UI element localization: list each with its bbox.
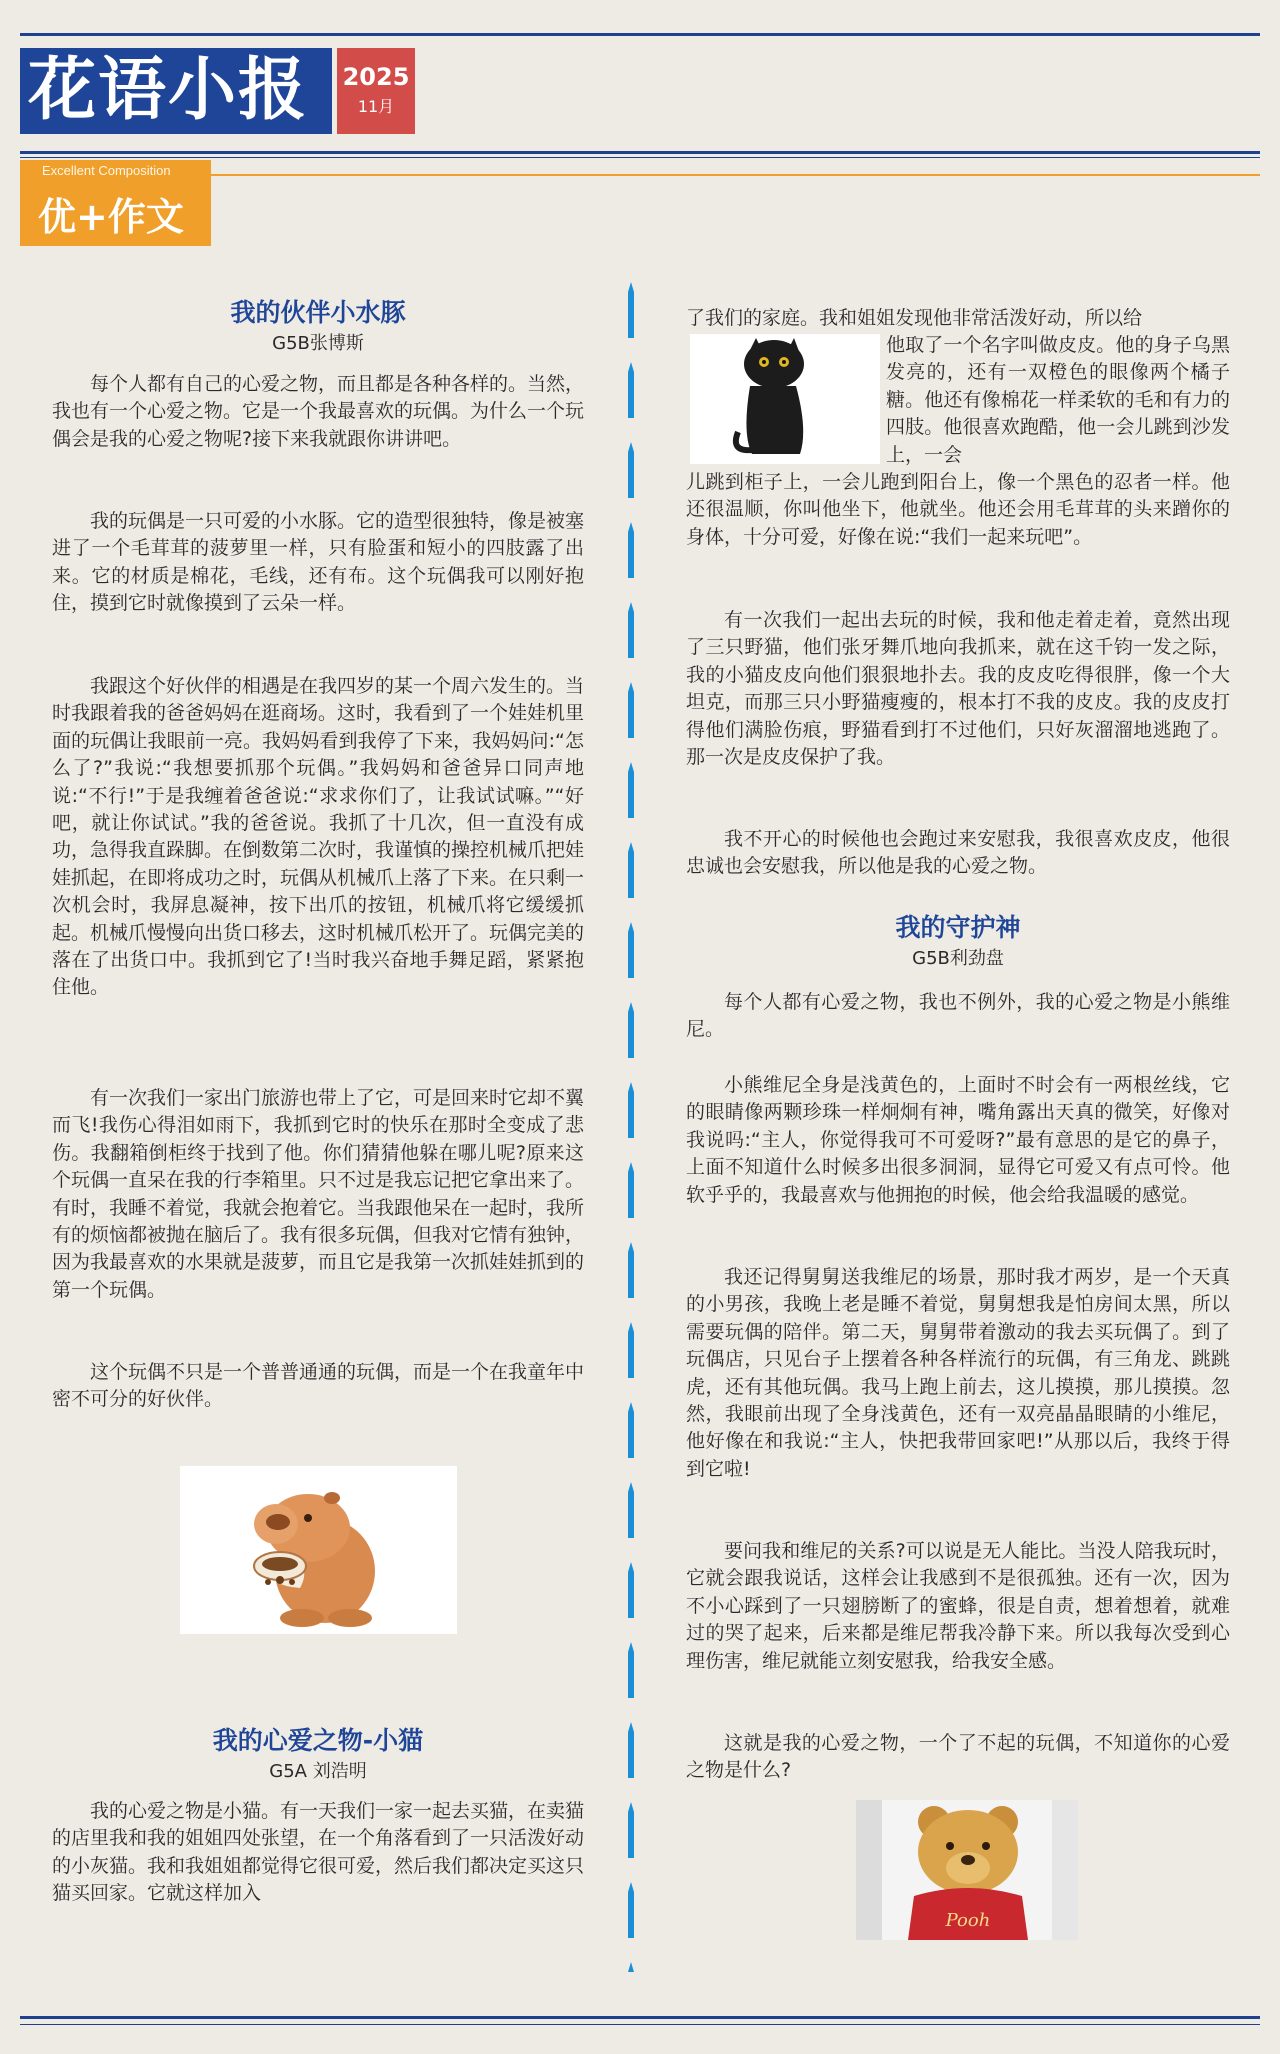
article-2-body xyxy=(52,1798,584,1908)
bottom-rule-thin xyxy=(20,2024,1260,2025)
column-divider xyxy=(628,282,634,1972)
paragraph: 这就是我的心爱之物，一个了不起的玩偶，不知道你的心爱之物是什么? xyxy=(686,1732,1230,1782)
article-1-body-5 xyxy=(52,1359,584,1414)
section-english: Excellent Composition xyxy=(42,163,171,178)
article-1-body-3 xyxy=(52,673,584,1002)
article-1-body xyxy=(52,371,584,453)
article-3 xyxy=(686,911,1230,977)
capybara-icon xyxy=(180,1466,457,1634)
paragraph: 这个玩偶不只是一个普普通通的玩偶，而是一个在我童年中密不可分的好伙伴。 xyxy=(52,1361,585,1411)
article-1-body-4 xyxy=(52,1085,584,1304)
cat-image xyxy=(690,334,880,464)
top-rule xyxy=(20,33,1260,36)
article-author: G5B利劲盘 xyxy=(912,948,1004,969)
cat-icon xyxy=(690,334,880,464)
issue-month: 11月 xyxy=(357,97,395,116)
article-author: G5A 刘浩明 xyxy=(269,1761,367,1782)
paragraph: 儿跳到柜子上，一会儿跑到阳台上，像一个黑色的忍者一样。他还很温顺，你叫他坐下，他就坐。他还会用毛茸茸的头来蹭你的身体，十分可爱，好像在说:“我们一起来玩吧”。 xyxy=(686,471,1230,548)
header-rule xyxy=(20,151,1260,154)
bear-shirt-label: Pooh xyxy=(945,1910,991,1931)
issue-date xyxy=(337,48,415,134)
paragraph: 他取了一个名字叫做皮皮。他的身子乌黑发亮的，还有一双橙色的眼像两个橘子糖。他还有像棉花一样柔软的毛和有力的四肢。他很喜欢跑酷，他一会儿跳到沙发上，一会 xyxy=(886,334,1230,466)
paragraph: 小熊维尼全身是浅黄色的，上面时不时会有一两根丝线，它的眼睛像两颗珍珠一样炯炯有神，嘴角露出天真的微笑，好像对我说吗:“主人，你觉得我可不可爱呀?”最有意思的是它的鼻子，上面不知道什么时候多出很多洞洞，显得它可爱又有点可怜。他软乎乎的，我最喜欢与他拥抱的时候，他会给我温暖的感觉。 xyxy=(686,1074,1230,1206)
paragraph: 我不开心的时候他也会跑过来安慰我，我很喜欢皮皮，他很忠诚也会安慰我，所以他是我的心爱之物。 xyxy=(686,828,1230,878)
article-2-continued xyxy=(686,305,1230,332)
paragraph: 我还记得舅舅送我维尼的场景，那时我才两岁，是一个天真的小男孩，我晚上老是睡不着觉，舅舅想我是怕房间太黑，所以需要玩偶的陪伴。第二天，舅舅带着激动的我去买玩偶了。到了玩偶店，只见台子上摆着各种各样流行的玩偶，有三角龙、跳跳虎，还有其他玩偶。我马上跑上前去，这儿摸摸，那儿摸摸。忽然，我眼前出现了全身浅黄色，还有一双亮晶晶眼睛的小维尼，他好像在和我说:“主人，快把我带回家吧!”从那以后，我终于得到它啦! xyxy=(686,1266,1230,1480)
section-header xyxy=(20,160,211,246)
capybara-image xyxy=(180,1466,457,1634)
article-3-body-2 xyxy=(686,1072,1230,1209)
paragraph: 我的心爱之物是小猫。有一天我们一家一起去买猫，在卖猫的店里我和我的姐姐四处张望，在一个角落看到了一只活泼好动的小灰猫。我和我姐姐都觉得它很可爱，然后我们都决定买这只猫买回家。它就这样加入 xyxy=(52,1800,585,1905)
paragraph: 每个人都有自己的心爱之物，而且都是各种各样的。当然，我也有一个心爱之物。它是一个我最喜欢的玩偶。为什么一个玩偶会是我的心爱之物呢?接下来我就跟你讲讲吧。 xyxy=(52,373,585,450)
bear-icon xyxy=(856,1800,1078,1940)
paragraph: 了我们的家庭。我和姐姐发现他非常活泼好动，所以给 xyxy=(686,307,1143,329)
paragraph: 我的玩偶是一只可爱的小水豚。它的造型很独特，像是被塞进了一个毛茸茸的菠萝里一样，只有脸蛋和短小的四肢露了出来。它的材质是棉花，毛线，还有布。这个玩偶我可以刚好抱住，摸到它时就像摸到了云朵一样。 xyxy=(52,510,585,615)
article-3-body-5 xyxy=(686,1730,1230,1785)
article-2 xyxy=(52,1724,584,1790)
paragraph: 有一次我们一起出去玩的时候，我和他走着走着，竟然出现了三只野猫，他们张牙舞爪地向我抓来，就在这千钧一发之际，我的小猫皮皮向他们狠狠地扑去。我的皮皮吃得很胖，像一个大坦克，而那三只小野猫瘦瘦的，根本打不我的皮皮。我的皮皮打得他们满脸伤痕，野猫看到打不过他们，只好灰溜溜地逃跑了。那一次是皮皮保护了我。 xyxy=(686,609,1230,769)
paragraph: 我跟这个好伙伴的相遇是在我四岁的某一个周六发生的。当时我跟着我的爸爸妈妈在逛商场。这时，我看到了一个娃娃机里面的玩偶让我眼前一亮。我妈妈看到我停了下来，我妈妈问:“怎么了?”我说:“我想要抓那个玩偶。”我妈妈和爸爸异口同声地说:“不行!”于是我缠着爸爸说:“求求你们了，让我试试嘛。”“好吧，就让你试试。”我的爸爸说。我抓了十几次，但一直没有成功，急得我直跺脚。在倒数第二次时，我谨慎的操控机械爪把娃娃抓起，在即将成功之时，玩偶从机械爪上落了下来。在只剩一次机会时，我屏息凝神，按下出爪的按钮，机械爪将它缓缓抓起。机械爪慢慢向出货口移去，这时机械爪松开了。玩偶完美的落在了出货口中。我抓到它了!当时我兴奋地手舞足蹈，紧紧抱住他。 xyxy=(52,675,585,999)
article-3-body-4 xyxy=(686,1538,1230,1675)
paragraph: 每个人都有心爱之物，我也不例外，我的心爱之物是小熊维尼。 xyxy=(686,991,1230,1041)
masthead-title: 花语小报 xyxy=(28,51,309,130)
paragraph: 有一次我们一家出门旅游也带上了它，可是回来时它却不翼而飞!我伤心得泪如雨下，我抓到它时的快乐在那时全变成了悲伤。我翻箱倒柜终于找到了他。你们猜猜他躲在哪儿呢?原来这个玩偶一直呆在我的行李箱里。只不过是我忘记把它拿出来了。有时，我睡不着觉，我就会抱着它。当我跟他呆在一起时，我所有的烦恼都被抛在脑后了。我有很多玩偶，但我对它情有独钟，因为我最喜欢的水果就是菠萝，而且它是我第一次抓娃娃抓到的第一个玩偶。 xyxy=(52,1087,585,1301)
article-title: 我的守护神 xyxy=(895,913,1021,942)
masthead xyxy=(20,48,332,134)
article-3-body xyxy=(686,989,1230,1044)
paragraph: 要问我和维尼的关系?可以说是无人能比。当没人陪我玩时，它就会跟我说话，这样会让我感到不是很孤独。还有一次，因为不小心踩到了一只翅膀断了的蜜蜂，很是自责，想着想着，就难过的哭了起来，后来都是维尼帮我冷静下来。所以我每次受到心理伤害，维尼就能立刻安慰我，给我安全感。 xyxy=(686,1540,1230,1672)
article-1 xyxy=(52,296,584,362)
article-2-continued-2 xyxy=(686,469,1230,551)
bottom-rule xyxy=(20,2016,1260,2019)
header-rule-thin xyxy=(20,157,1260,158)
article-title: 我的心爱之物-小猫 xyxy=(212,1726,424,1755)
article-author: G5B张博斯 xyxy=(272,333,364,354)
article-2-body-2 xyxy=(686,607,1230,771)
section-rule xyxy=(210,174,1260,176)
bear-image xyxy=(856,1800,1078,1940)
issue-year: 2025 xyxy=(342,63,410,91)
article-3-body-3 xyxy=(686,1264,1230,1483)
article-title: 我的伙伴小水豚 xyxy=(230,298,406,327)
article-2-body-3 xyxy=(686,826,1230,881)
section-title: 优+作文 xyxy=(38,195,184,239)
article-1-body-2 xyxy=(52,508,584,618)
